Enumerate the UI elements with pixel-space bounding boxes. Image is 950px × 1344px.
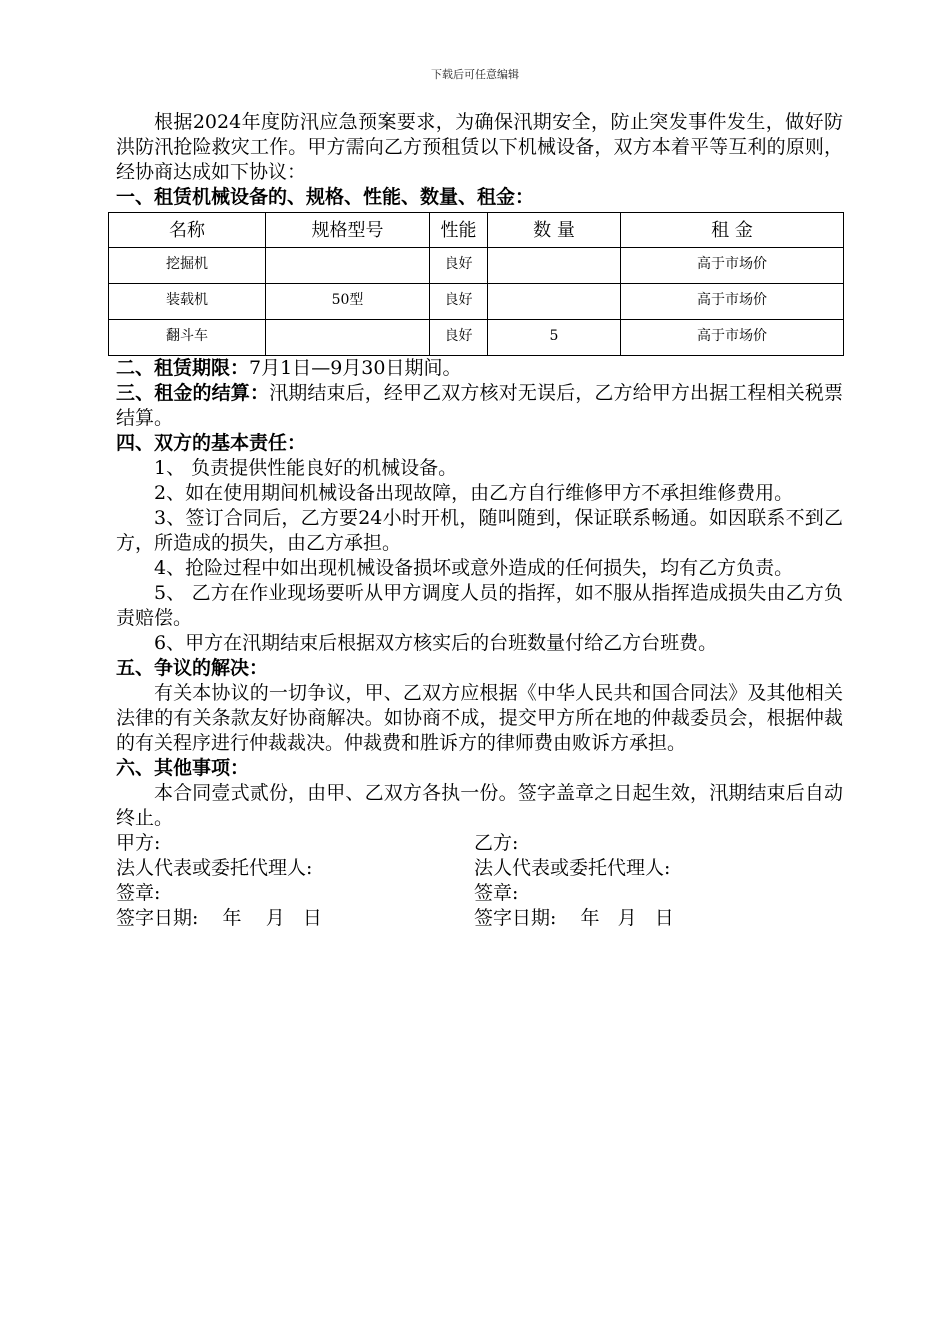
responsibility-item: 6、甲方在汛期结束后根据双方核实后的台班数量付给乙方台班费。: [154, 632, 718, 654]
cell-quantity: 5: [488, 320, 621, 356]
cell-performance: 良好: [430, 284, 488, 320]
header-name: 名称: [109, 213, 266, 248]
cell-quantity: [488, 248, 621, 284]
signature-representative-row: [116, 856, 843, 881]
table-row: [109, 284, 844, 320]
header-performance: 性能: [430, 213, 488, 248]
section-1-title: 一、租赁机械设备的、规格、性能、数量、租金：: [116, 186, 535, 208]
table-row: [109, 248, 844, 284]
page-header: 下载后可任意编辑: [431, 68, 519, 81]
header-model: 规格型号: [266, 213, 430, 248]
cell-rent: 高于市场价: [621, 284, 844, 320]
cell-quantity: [488, 284, 621, 320]
responsibility-item: 3、签订合同后，乙方要24小时开机，随叫随到，保证联系畅通。如因联系不到乙方，所造成的损失，由乙方承担。: [116, 507, 843, 554]
cell-performance: 良好: [430, 248, 488, 284]
cell-name: 装载机: [109, 284, 266, 320]
party-a-representative: 法人代表或委托代理人:: [116, 857, 313, 879]
party-b-label: 乙方:: [474, 832, 519, 854]
cell-rent: 高于市场价: [621, 248, 844, 284]
party-a-seal: 签章:: [116, 882, 161, 904]
party-b-date: 签字日期: 年 月 日: [474, 907, 674, 929]
cell-name: 翻斗车: [109, 320, 266, 356]
signature-date-row: [116, 906, 843, 931]
table-header-row: [109, 213, 844, 248]
cell-model: 50型: [266, 284, 430, 320]
section-5-text: 有关本协议的一切争议，甲、乙双方应根据《中华人民共和国合同法》及其他相关法律的有关条款友好协商解决。如协商不成，提交甲方所在地的仲裁委员会，根据仲裁的有关程序进行仲裁裁决。仲裁费和胜诉方的律师费由败诉方承担。: [116, 682, 843, 754]
cell-rent: 高于市场价: [621, 320, 844, 356]
table-row: [109, 320, 844, 356]
cell-model: [266, 248, 430, 284]
header-quantity: 数 量: [488, 213, 621, 248]
signature-party-row: [116, 831, 843, 856]
intro-paragraph: 根据2024年度防汛应急预案要求，为确保汛期安全，防止突发事件发生，做好防洪防汛抢险救灾工作。甲方需向乙方预租赁以下机械设备，双方本着平等互利的原则，经协商达成如下协议：: [116, 111, 843, 183]
section-6-text: 本合同壹式贰份，由甲、乙双方各执一份。签字盖章之日起生效，汛期结束后自动终止。: [116, 782, 843, 829]
responsibility-item: 4、抢险过程中如出现机械设备损坏或意外造成的任何损失，均有乙方负责。: [154, 557, 794, 579]
party-b-seal: 签章:: [474, 882, 519, 904]
cell-name: 挖掘机: [109, 248, 266, 284]
section-3-label: 三、租金的结算：: [116, 382, 270, 404]
party-a-date: 签字日期: 年 月 日: [116, 907, 322, 929]
section-2-text: 7月1日—9月30日期间。: [249, 357, 462, 379]
section-3-text: 汛期结束后，经甲乙双方核对无误后，乙方给甲方出据工程相关税票结算。: [116, 382, 843, 429]
header-rent: 租 金: [621, 213, 844, 248]
responsibility-item: 1、 负责提供性能良好的机械设备。: [154, 457, 458, 479]
party-b-representative: 法人代表或委托代理人:: [474, 857, 671, 879]
section-3: [116, 381, 843, 431]
section-4-title: 四、双方的基本责任：: [116, 432, 307, 454]
section-2-label: 二、租赁期限：: [116, 357, 250, 379]
party-a-label: 甲方:: [116, 832, 161, 854]
section-6-title: 六、其他事项：: [116, 757, 250, 779]
responsibility-item: 2、如在使用期间机械设备出现故障，由乙方自行维修甲方不承担维修费用。: [154, 482, 794, 504]
cell-performance: 良好: [430, 320, 488, 356]
section-2: [116, 356, 843, 381]
responsibility-item: 5、 乙方在作业现场要听从甲方调度人员的指挥，如不服从指挥造成损失由乙方负责赔偿。: [116, 582, 843, 629]
cell-model: [266, 320, 430, 356]
equipment-table: [108, 212, 844, 356]
signature-seal-row: [116, 881, 843, 906]
section-5-title: 五、争议的解决：: [116, 657, 269, 679]
contract-body: [116, 110, 843, 931]
